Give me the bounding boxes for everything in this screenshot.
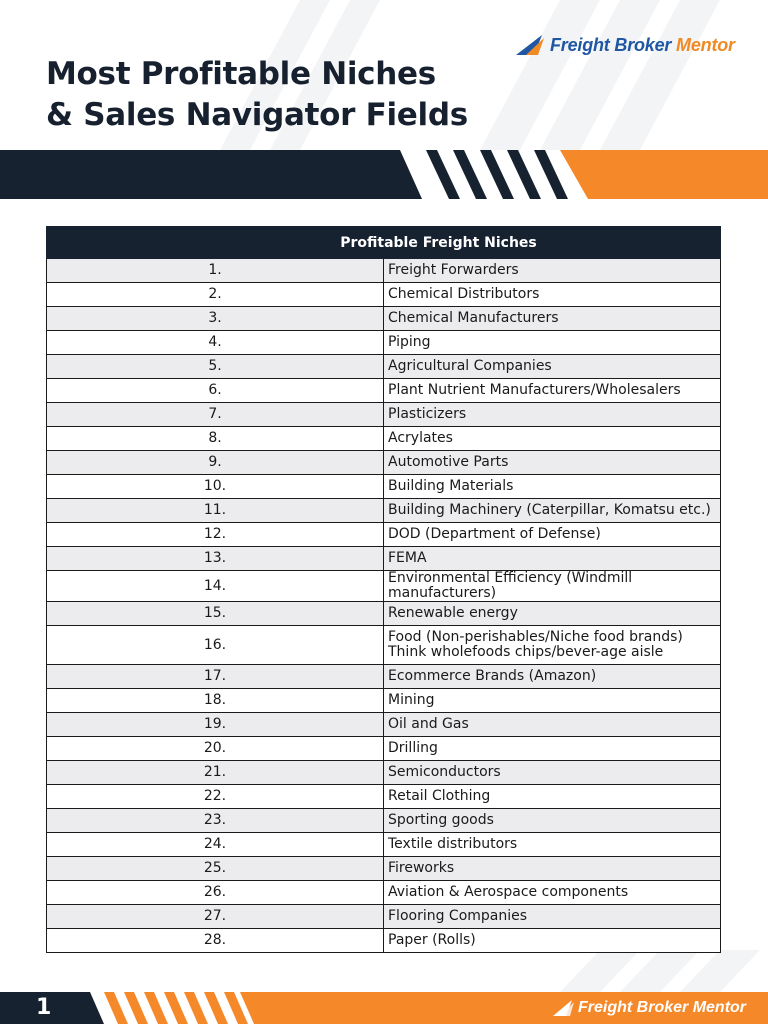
table-row xyxy=(47,761,721,785)
table-row xyxy=(47,475,721,499)
footer-stripes xyxy=(104,992,248,1024)
niche-name: Mining xyxy=(384,689,721,713)
niche-name: Food (Non-perishables/Niche food brands) Think wholefoods chips/bever-age aisle xyxy=(384,626,721,665)
page-number: 1 xyxy=(36,995,52,1020)
row-number: 16. xyxy=(47,626,384,665)
niches-table xyxy=(46,226,721,953)
row-number: 5. xyxy=(47,355,384,379)
row-number: 14. xyxy=(47,571,384,602)
table-row xyxy=(47,905,721,929)
table-row xyxy=(47,259,721,283)
table-row xyxy=(47,689,721,713)
table-row xyxy=(47,283,721,307)
table-row xyxy=(47,403,721,427)
niche-name: Plasticizers xyxy=(384,403,721,427)
table-row xyxy=(47,331,721,355)
niche-name: Textile distributors xyxy=(384,833,721,857)
table-row xyxy=(47,379,721,403)
logo-word-freight-broker: Freight Broker xyxy=(550,34,672,55)
row-number: 3. xyxy=(47,307,384,331)
niche-name: Chemical Manufacturers xyxy=(384,307,721,331)
row-number: 19. xyxy=(47,713,384,737)
niche-name: Building Materials xyxy=(384,475,721,499)
niche-name: Oil and Gas xyxy=(384,713,721,737)
niche-name: Automotive Parts xyxy=(384,451,721,475)
table-row xyxy=(47,833,721,857)
brand-logo xyxy=(516,28,735,62)
table-heading: Profitable Freight Niches xyxy=(47,227,721,259)
niche-name: Aviation & Aerospace components xyxy=(384,881,721,905)
row-number: 10. xyxy=(47,475,384,499)
page-title xyxy=(46,54,468,136)
niche-name: Sporting goods xyxy=(384,809,721,833)
band-stripes xyxy=(426,150,568,199)
row-number: 13. xyxy=(47,547,384,571)
row-number: 8. xyxy=(47,427,384,451)
niche-name: Retail Clothing xyxy=(384,785,721,809)
niche-name: Freight Forwarders xyxy=(384,259,721,283)
title-line-1: Most Profitable Niches xyxy=(46,56,436,92)
table-header-row xyxy=(47,227,721,259)
table-row xyxy=(47,523,721,547)
row-number: 9. xyxy=(47,451,384,475)
table-row xyxy=(47,857,721,881)
logo-word-mentor: Mentor xyxy=(676,34,735,55)
row-number: 27. xyxy=(47,905,384,929)
row-number: 18. xyxy=(47,689,384,713)
row-number: 28. xyxy=(47,929,384,953)
table-row xyxy=(47,809,721,833)
niche-name: Piping xyxy=(384,331,721,355)
niche-name: Fireworks xyxy=(384,857,721,881)
table-row xyxy=(47,451,721,475)
row-number: 24. xyxy=(47,833,384,857)
table-row xyxy=(47,427,721,451)
table-row xyxy=(47,929,721,953)
logo-arrow-icon xyxy=(516,34,546,56)
niche-name: Building Machinery (Caterpillar, Komatsu etc.) xyxy=(384,499,721,523)
table-row xyxy=(47,665,721,689)
header-band xyxy=(0,150,768,199)
table-row xyxy=(47,499,721,523)
row-number: 23. xyxy=(47,809,384,833)
niche-name: DOD (Department of Defense) xyxy=(384,523,721,547)
row-number: 11. xyxy=(47,499,384,523)
niche-name: FEMA xyxy=(384,547,721,571)
row-number: 7. xyxy=(47,403,384,427)
row-number: 4. xyxy=(47,331,384,355)
row-number: 1. xyxy=(47,259,384,283)
row-number: 6. xyxy=(47,379,384,403)
table-row xyxy=(47,881,721,905)
niche-name: Acrylates xyxy=(384,427,721,451)
row-number: 21. xyxy=(47,761,384,785)
footer-logo-text: Freight Broker Mentor xyxy=(578,999,747,1016)
table-row xyxy=(47,602,721,626)
niche-name: Plant Nutrient Manufacturers/Wholesalers xyxy=(384,379,721,403)
table-row xyxy=(47,626,721,665)
row-number: 12. xyxy=(47,523,384,547)
table-row xyxy=(47,571,721,602)
table-row xyxy=(47,355,721,379)
table-row xyxy=(47,547,721,571)
table-body xyxy=(47,259,721,953)
niche-name: Ecommerce Brands (Amazon) xyxy=(384,665,721,689)
row-number: 20. xyxy=(47,737,384,761)
niche-name: Chemical Distributors xyxy=(384,283,721,307)
row-number: 15. xyxy=(47,602,384,626)
row-number: 26. xyxy=(47,881,384,905)
row-number: 25. xyxy=(47,857,384,881)
niche-name: Semiconductors xyxy=(384,761,721,785)
footer-logo-arrow-icon xyxy=(553,999,575,1017)
row-number: 2. xyxy=(47,283,384,307)
niche-name: Paper (Rolls) xyxy=(384,929,721,953)
title-line-2: & Sales Navigator Fields xyxy=(46,97,468,133)
logo-text xyxy=(550,35,735,56)
niche-name: Flooring Companies xyxy=(384,905,721,929)
niche-name: Renewable energy xyxy=(384,602,721,626)
table-row xyxy=(47,737,721,761)
niche-name: Agricultural Companies xyxy=(384,355,721,379)
row-number: 22. xyxy=(47,785,384,809)
table-row xyxy=(47,713,721,737)
niche-name: Environmental Efficiency (Windmill manufacturers) xyxy=(384,571,721,602)
table-row xyxy=(47,307,721,331)
footer-logo xyxy=(553,997,746,1019)
table-row xyxy=(47,785,721,809)
niche-name: Drilling xyxy=(384,737,721,761)
row-number: 17. xyxy=(47,665,384,689)
